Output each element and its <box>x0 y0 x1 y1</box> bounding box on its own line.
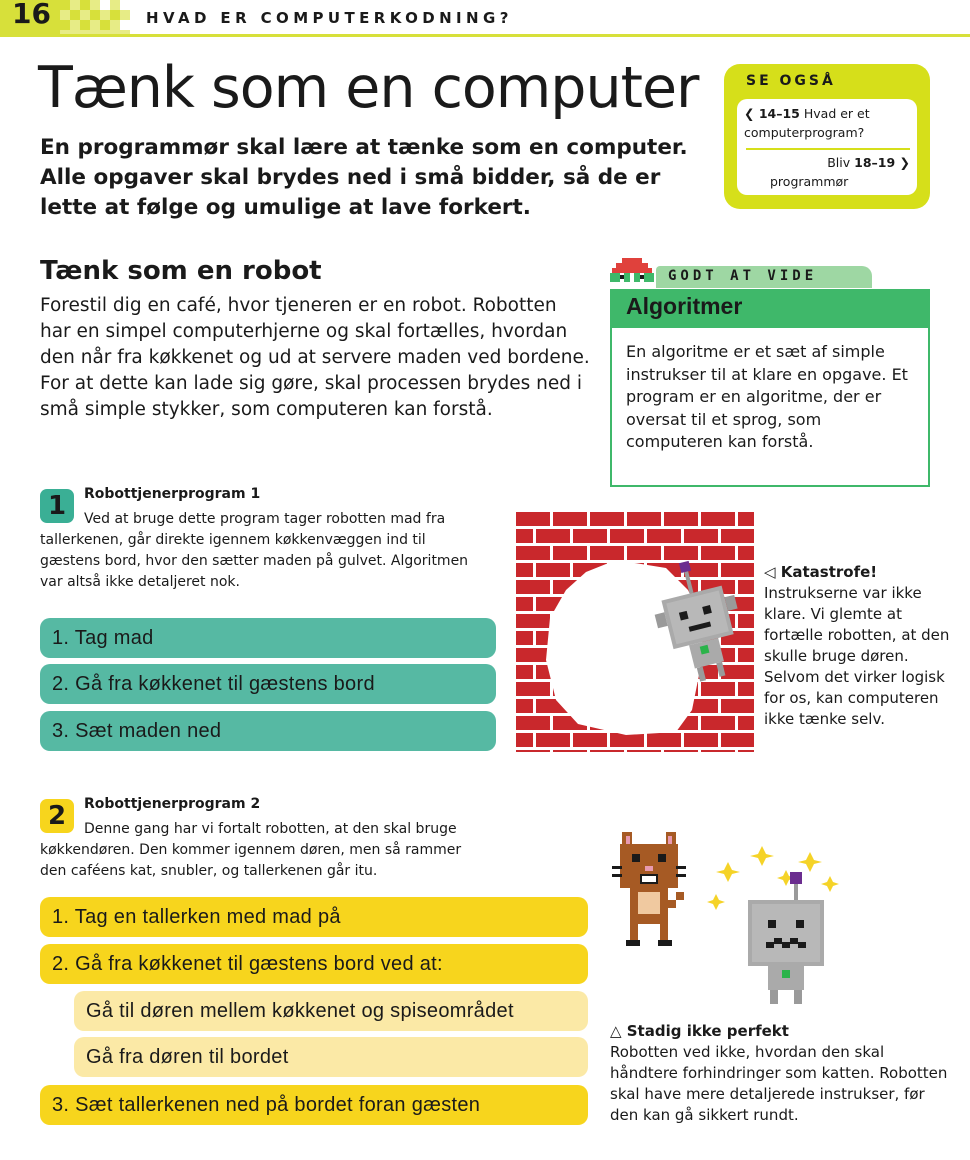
brick <box>516 529 533 543</box>
house-icon <box>610 258 654 282</box>
brick <box>516 614 550 628</box>
brick <box>553 512 587 526</box>
section-title: HVAD ER COMPUTERKODNING? <box>146 9 513 27</box>
brick <box>590 750 624 752</box>
brick <box>721 733 754 747</box>
caption-disaster-text: Instrukserne var ikke klare. Vi glemte at fortælle robotten, at den skulle bruge døren. Selvom det virker logisk for os, kan computeren ikke tænke selv. <box>764 584 950 728</box>
brick <box>738 580 754 594</box>
brick <box>610 733 644 747</box>
see-also-link-2[interactable] <box>744 153 910 191</box>
brick <box>701 546 735 560</box>
brick <box>516 631 533 645</box>
brick <box>664 512 698 526</box>
brick <box>738 614 754 628</box>
brick <box>516 546 550 560</box>
brick <box>516 597 533 611</box>
caption-not-perfect-text: Robotten ved ikke, hvordan den skal håndtere forhindringer som katten. Robotten skal have mere detaljerede instrukser, før den kan gå sikkert rundt. <box>610 1043 948 1124</box>
brick <box>536 563 570 577</box>
brick <box>701 750 735 752</box>
program-1-step-2: 2. Gå fra køkkenet til gæstens bord <box>40 664 496 704</box>
brick <box>516 699 533 713</box>
brick <box>553 546 587 560</box>
brick <box>721 529 754 543</box>
brick <box>738 716 754 730</box>
brick <box>664 750 698 752</box>
brick <box>647 733 681 747</box>
brick <box>516 580 550 594</box>
brick <box>738 648 754 662</box>
brick <box>516 648 550 662</box>
good-to-know-label: GODT AT VIDE <box>668 268 818 284</box>
brick <box>536 733 570 747</box>
header-rule <box>0 34 970 37</box>
see-also-divider <box>746 148 910 150</box>
see-also-title: SE OGSÅ <box>746 73 836 89</box>
intro-text: En programmør skal lære at tænke som en computer. Alle opgaver skal brydes ned i små bidder, så de er lette at følge og umulige at lave forkert. <box>40 135 688 220</box>
caption-not-perfect-title: △ Stadig ikke perfekt <box>610 1022 789 1040</box>
program-1-title: Robottjenerprogram 1 <box>84 486 261 502</box>
brick <box>647 529 681 543</box>
brick <box>701 682 735 696</box>
brick <box>684 529 718 543</box>
brick <box>553 750 587 752</box>
program-2-step-3: 3. Sæt tallerkenen ned på bordet foran gæsten <box>40 1085 588 1125</box>
brick <box>516 512 550 526</box>
brick <box>738 682 754 696</box>
program-2-substep-1: Gå til døren mellem køkkenet og spiseområdet <box>74 991 588 1031</box>
program-2-description: Denne gang har vi fortalt robotten, at den skal bruge køkkendøren. Den kommer igennem døren, men så rammer den caféens kat, snubler, og tallerkenen går itu. <box>40 821 462 879</box>
program-1-description: Ved at bruge dette program tager robotten mad fra tallerkenen, går direkte igennem køkkenvæggen ind til gæstens bord, hvor den sætter maden på gulvet. Algoritmen var altså ikke detaljeret nok. <box>40 511 469 590</box>
brick <box>516 682 550 696</box>
brick <box>627 512 661 526</box>
program-2-substep-2: Gå fra døren til bordet <box>74 1037 588 1077</box>
brick <box>516 750 550 752</box>
brick <box>664 546 698 560</box>
see-also-text-2b: programmør <box>770 174 849 189</box>
brick <box>610 529 644 543</box>
program-2-badge: 2 <box>40 799 74 833</box>
program-2-step-2: 2. Gå fra køkkenet til gæstens bord ved at: <box>40 944 588 984</box>
cat-icon <box>612 832 686 950</box>
brick <box>590 512 624 526</box>
brick <box>516 716 550 730</box>
brick <box>573 529 607 543</box>
program-2-step-1: 1. Tag en tallerken med mad på <box>40 897 588 937</box>
program-2-title: Robottjenerprogram 2 <box>84 796 261 812</box>
see-also-link-1[interactable] <box>744 104 912 142</box>
page-title: Tænk som en computer <box>38 55 699 121</box>
program-1-step-3: 3. Sæt maden ned <box>40 711 496 751</box>
brick <box>627 750 661 752</box>
brick <box>516 665 533 679</box>
brick <box>627 546 661 560</box>
brick <box>721 699 754 713</box>
brick <box>590 546 624 560</box>
see-also-ref-1: ❮ 14–15 <box>744 106 800 121</box>
brick <box>516 563 533 577</box>
brick <box>701 716 735 730</box>
brick <box>701 512 735 526</box>
page-number: 16 <box>12 0 51 30</box>
brick <box>573 733 607 747</box>
brick <box>738 546 754 560</box>
program-1-badge: 1 <box>40 489 74 523</box>
brick <box>738 750 754 752</box>
section-body: Forestil dig en café, hvor tjeneren er en robot. Robotten har en simpel computerhjerne og skal fortælles, hvordan den når fra køkkenet og ud at servere maden ved bordene. For at dette kan lade sig gøre, skal processen brydes ned i små simple stykker, som computeren kan forstå. <box>40 295 590 420</box>
brick <box>721 665 754 679</box>
see-also-text-2a: Bliv <box>827 155 851 170</box>
good-to-know-title: Algoritmer <box>626 293 743 319</box>
brick <box>536 529 570 543</box>
brick <box>721 563 754 577</box>
caption-not-perfect <box>610 1021 950 1126</box>
section-heading: Tænk som en robot <box>40 256 322 286</box>
brick <box>738 512 754 526</box>
program-1-step-1: 1. Tag mad <box>40 618 496 658</box>
brick <box>684 733 718 747</box>
see-also-ref-2: 18–19 ❯ <box>854 155 910 170</box>
dizzy-robot-icon <box>706 840 852 1006</box>
good-to-know-body: En algoritme er et sæt af simple instrukser til at klare en opgave. Et program er en algoritme, der er oversat til et sprog, som computeren kan forstå. <box>626 342 908 451</box>
brick-wall-with-robot <box>516 510 754 752</box>
brick <box>516 733 533 747</box>
see-also-text-1: Hvad er et computerprogram? <box>744 106 870 140</box>
caption-disaster-title: ◁ Katastrofe! <box>764 563 878 581</box>
caption-disaster <box>764 562 964 730</box>
